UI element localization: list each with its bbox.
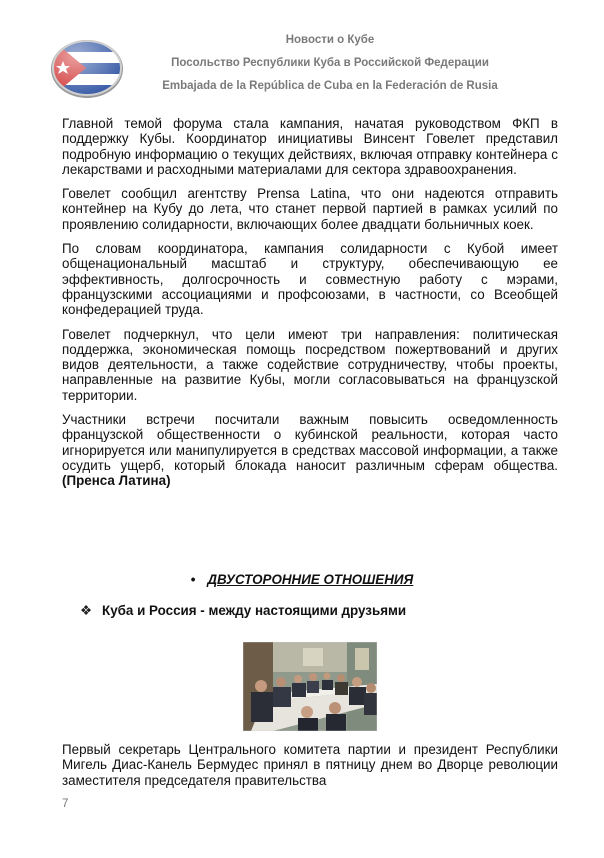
article-body [62,116,558,498]
paragraph-5-text: Участники встречи посчитали важным повысить осведомленность французской общественности о кубинской реальности, которая часто игнорируется или манипулируется в средствах массовой информации, а также осудить ущерб, который блокада наносит различным сферам общества. [62,412,558,473]
header-title: Новости о Кубе [285,34,375,46]
section-title: ДВУСТОРОННИЕ ОТНОШЕНИЯ [207,572,414,587]
paragraph-3: По словам координатора, кампания солидарности с Кубой имеет общенациональный масштаб и структуру, обеспечивающую ее эффективность, долгосрочность и совместную работу с мэрами, французскими ассоциациями и профсоюзами, в частности, со Всеобщей конфедерацией труда. [62,241,558,318]
section-heading [0,572,604,587]
page-header [0,0,604,110]
article-body-continued [62,742,558,797]
paragraph-5 [62,412,558,488]
meeting-photo [243,642,377,731]
paragraph-6: Первый секретарь Центрального комитета партии и президент Республики Мигель Диас-Канель Бермудес принял в пятницу днем во Дворце революции заместителя председателя правительства [62,742,558,788]
cuba-flag-logo [50,38,124,98]
article-subheading [80,603,406,619]
header-embassy-es: Embajada de la República de Cuba en la Federación de Rusia [162,80,498,92]
source-label: (Пренса Латина) [62,473,171,489]
paragraph-2: Говелет сообщил агентству Prensa Latina, что они надеются отправить контейнер на Кубу до лета, что станет первой партией в рамках усилий по проявлению солидарности, включающих более двадцати больничных коек. [62,186,558,232]
header-embassy-ru: Посольство Республики Куба в Российской Федерации [171,57,489,69]
paragraph-1: Главной темой форума стала кампания, начатая руководством ФКП в поддержку Кубы. Координатор инициативы Винсент Говелет представил подробную информацию о текущих действиях, включая отправку контейнера с лекарствами и расходными материалами для сектора здравоохранения. [62,116,558,177]
paragraph-4: Говелет подчеркнул, что цели имеют три направления: политическая поддержка, экономическая помощь посредством пожертвований и других видов деятельности, а также содействие сотрудничеству, чтобы проекты, направленные на развитие Кубы, могли согласовываться на французской территории. [62,326,558,403]
diamond-bullet-icon: ❖ [80,603,93,618]
subheading-text: Куба и Россия - между настоящими друзьями [102,603,407,618]
page-number: 7 [62,798,69,810]
bullet-icon: • [190,572,196,587]
